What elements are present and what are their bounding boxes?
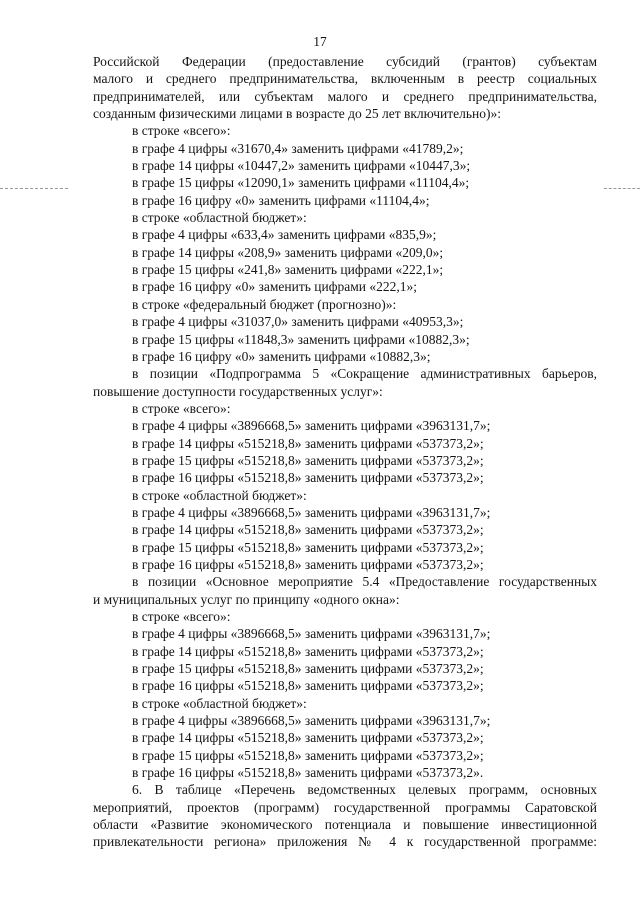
text-line: в графе 15 цифры «11848,3» заменить цифрами «10882,3»; <box>132 331 470 347</box>
scan-edge-mark-left <box>0 188 68 189</box>
text-line: в позиции «Подпрограмма 5 «Сокращение административных барьеров, <box>132 366 597 382</box>
text-line: в графе 14 цифры «515218,8» заменить цифрами «537373,2»; <box>132 643 484 659</box>
text-line: в графе 16 цифры «515218,8» заменить цифрами «537373,2». <box>132 765 484 781</box>
text-line: в строке «областной бюджет»: <box>132 487 307 503</box>
text-line: в графе 16 цифры «515218,8» заменить цифрами «537373,2»; <box>132 556 484 572</box>
scan-edge-mark-right <box>604 188 640 189</box>
text-line: в позиции «Основное мероприятие 5.4 «Предоставление государственных <box>132 574 597 590</box>
text-line: в графе 16 цифру «0» заменить цифрами «11104,4»; <box>132 192 430 208</box>
text-line: в строке «всего»: <box>132 400 231 416</box>
text-line: в графе 15 цифры «515218,8» заменить цифрами «537373,2»; <box>132 452 484 468</box>
text-line: в графе 4 цифры «3896668,5» заменить цифрами «3963131,7»; <box>132 713 491 729</box>
text-line: в строке «всего»: <box>132 123 231 139</box>
text-line: в графе 4 цифры «3896668,5» заменить цифрами «3963131,7»; <box>132 418 491 434</box>
text-line: в графе 4 цифры «3896668,5» заменить цифрами «3963131,7»; <box>132 626 491 642</box>
text-line: малого и среднего предпринимательства, включенным в реестр социальных <box>93 71 597 87</box>
text-line: в графе 15 цифры «515218,8» заменить цифрами «537373,2»; <box>132 539 484 555</box>
text-line: в графе 16 цифры «515218,8» заменить цифрами «537373,2»; <box>132 470 484 486</box>
text-line: в графе 15 цифры «515218,8» заменить цифрами «537373,2»; <box>132 747 484 763</box>
text-line: привлекательности региона» приложения № 4 к государственной программе: <box>93 834 597 850</box>
text-line: в строке «областной бюджет»: <box>132 210 307 226</box>
document-body <box>93 53 597 851</box>
text-line: в графе 16 цифру «0» заменить цифрами «10882,3»; <box>132 348 431 364</box>
text-line: в графе 16 цифру «0» заменить цифрами «222,1»; <box>132 279 417 295</box>
text-line: созданным физическими лицами в возрасте до 25 лет включительно)»: <box>93 106 502 122</box>
text-line: в графе 14 цифры «515218,8» заменить цифрами «537373,2»; <box>132 730 484 746</box>
text-line: 6. В таблице «Перечень ведомственных целевых программ, основных <box>132 782 597 798</box>
text-line: в графе 4 цифры «633,4» заменить цифрами «835,9»; <box>132 227 437 243</box>
text-line: в графе 4 цифры «31670,4» заменить цифрами «41789,2»; <box>132 140 464 156</box>
text-line: Российской Федерации (предоставление субсидий (грантов) субъектам <box>93 54 597 69</box>
text-line: и муниципальных услуг по принципу «одного окна»: <box>93 591 400 607</box>
text-line: области «Развитие экономического потенциала и повышение инвестиционной <box>93 817 597 833</box>
text-line: в графе 14 цифры «515218,8» заменить цифрами «537373,2»; <box>132 435 484 451</box>
text-line: в графе 15 цифры «12090,1» заменить цифрами «11104,4»; <box>132 175 470 191</box>
text-line: в строке «областной бюджет»: <box>132 695 307 711</box>
text-line: в графе 4 цифры «31037,0» заменить цифрами «40953,3»; <box>132 314 464 330</box>
text-line: в строке «федеральный бюджет (прогнозно)»: <box>132 296 397 312</box>
text-line: в графе 15 цифры «241,8» заменить цифрами «222,1»; <box>132 262 444 278</box>
page-number: 17 <box>313 34 327 49</box>
text-line: в строке «всего»: <box>132 609 231 624</box>
text-line: в графе 16 цифры «515218,8» заменить цифрами «537373,2»; <box>132 678 484 694</box>
text-line: в графе 14 цифры «10447,2» заменить цифрами «10447,3»; <box>132 158 471 174</box>
text-line: в графе 15 цифры «515218,8» заменить цифрами «537373,2»; <box>132 661 484 677</box>
text-line: мероприятий, проектов (программ) государственной программы Саратовской <box>93 799 597 815</box>
text-line: в графе 4 цифры «3896668,5» заменить цифрами «3963131,7»; <box>132 504 491 520</box>
text-line: предпринимателей, или субъектам малого и среднего предпринимательства, <box>93 88 597 104</box>
text-line: повышение доступности государственных услуг»: <box>93 383 383 399</box>
text-line: в графе 14 цифры «515218,8» заменить цифрами «537373,2»; <box>132 522 484 538</box>
text-line: в графе 14 цифры «208,9» заменить цифрами «209,0»; <box>132 244 444 260</box>
